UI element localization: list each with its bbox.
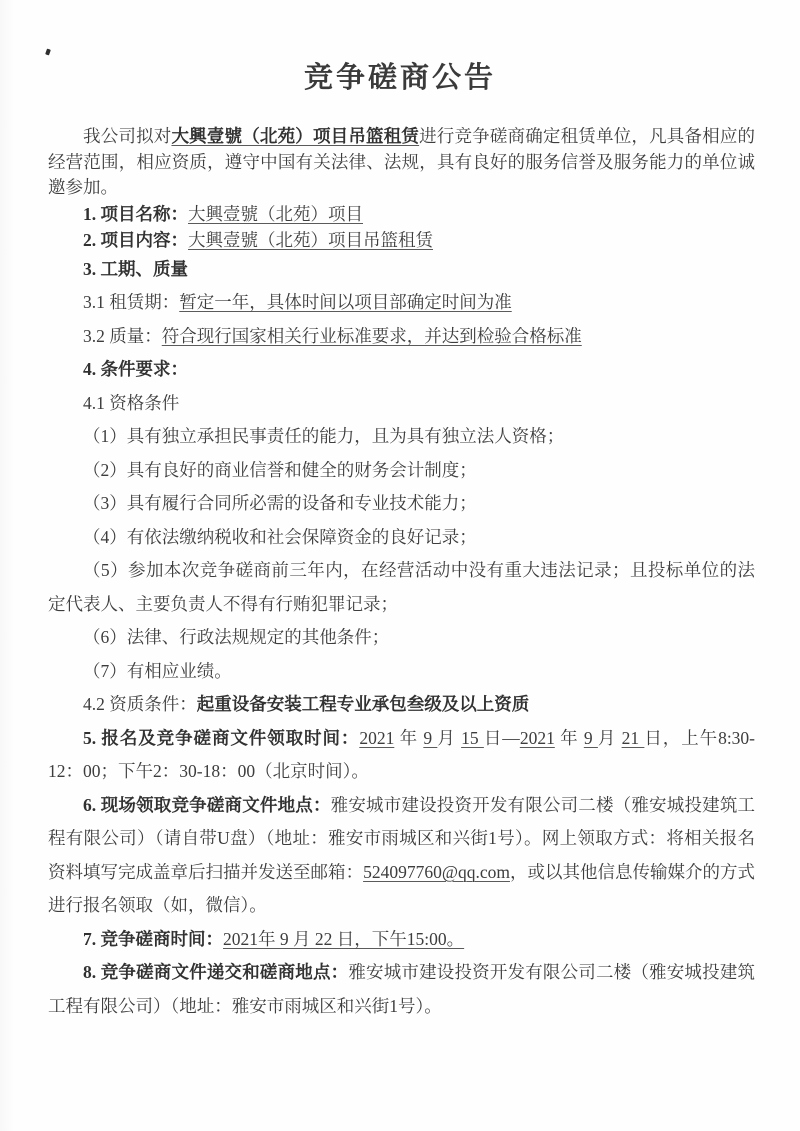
document-title: 竞争磋商公告 (303, 62, 496, 94)
item-6-onsite-pickup-location-segment-1: 雅安城市建设投资开发有限公司二楼（雅安城投建筑工程有限公司）（请自带U盘）（地址：雅安市雨城区和兴街1号）。网上领取方式：将相关报名资料填写完成盖章后扫描并发送至邮箱： (48, 794, 756, 882)
item-6-onsite-pickup-location-segment-0: 6. 现场领取竞争磋商文件地点： (83, 794, 331, 815)
clause-6 (48, 621, 755, 655)
item-4-condition-requirements (48, 353, 755, 387)
item-2-project-content (48, 227, 755, 253)
item-3-duration-quality (48, 253, 755, 287)
item-4-2-credential-conditions-segment-0: 4.2 资质条件： (83, 694, 197, 714)
clause-4-segment-0: （4）有依法缴纳税收和社会保障资金的良好记录； (83, 526, 477, 547)
item-3-1-lease-period-segment-1: 暂定一年，具体时间以项目部确定时间为准 (179, 292, 512, 312)
item-5-registration-time-segment-2: 年 (394, 727, 424, 748)
item-5-registration-time-segment-5: 15 (461, 727, 484, 748)
clause-6-segment-0: （6）法律、行政法规规定的其他条件； (83, 627, 390, 647)
clause-5 (48, 554, 755, 621)
intro-paragraph-segment-1: 大興壹號（北苑）项目吊篮租赁 (171, 126, 420, 146)
item-4-2-credential-conditions (48, 688, 755, 722)
item-1-project-name-segment-0: 1. 项目名称： (83, 203, 188, 224)
clause-2 (48, 454, 755, 488)
item-5-registration-time-segment-8: 年 (554, 727, 584, 748)
item-5-registration-time-segment-11: 21 (621, 727, 645, 748)
item-4-condition-requirements-segment-0: 4. 条件要求： (83, 359, 188, 379)
clause-3-segment-0: （3）具有履行合同所必需的设备和专业技术能力； (83, 493, 477, 513)
item-5-registration-time-segment-10: 月 (597, 727, 622, 748)
item-5-registration-time-segment-12: 日，上午8:30-12：00；下午2：30-18：00（北京时间）。 (48, 727, 756, 781)
item-5-registration-time-segment-4: 月 (437, 727, 462, 748)
item-5-registration-time-segment-3: 9 (423, 727, 438, 748)
item-7-consultation-time-segment-0: 7. 竞争磋商时间： (83, 928, 223, 949)
item-8-submission-location-segment-0: 8. 竞争磋商文件递交和磋商地点： (83, 962, 349, 982)
item-6-onsite-pickup-location-segment-3: ，或以其他信息传输媒介的方式进行报名领取（如，微信）。 (48, 861, 756, 915)
item-5-registration-time (48, 722, 755, 789)
item-3-1-lease-period-segment-0: 3.1 租赁期： (83, 292, 180, 312)
clause-7-segment-0: （7）有相应业绩。 (83, 660, 232, 681)
intro-paragraph (48, 124, 755, 201)
clause-1 (48, 420, 755, 454)
item-7-consultation-time-segment-1: 2021年 9 月 22 日，下午15:00。 (223, 928, 465, 949)
item-3-2-quality-segment-1: 符合现行国家相关行业标准要求，并达到检验合格标准 (161, 325, 582, 346)
clause-7 (48, 655, 755, 689)
intro-paragraph-segment-0: 我公司拟对 (83, 126, 172, 146)
item-2-project-content-segment-0: 2. 项目内容： (83, 229, 188, 250)
item-5-registration-time-segment-0: 5. 报名及竞争磋商文件领取时间： (83, 727, 360, 748)
item-8-submission-location-segment-1: 雅安城市建设投资开发有限公司二楼（雅安城投建筑工程有限公司）（地址：雅安市雨城区和兴街1号）。 (48, 962, 756, 1016)
scan-speck-mark (45, 48, 51, 55)
item-3-duration-quality-segment-0: 3. 工期、质量 (83, 258, 188, 279)
clause-2-segment-0: （2）具有良好的商业信誉和健全的财务会计制度； (83, 459, 477, 480)
item-1-project-name (48, 201, 755, 227)
item-4-2-credential-conditions-segment-1: 起重设备安装工程专业承包叁级及以上资质 (196, 694, 530, 714)
clause-5-segment-0: （5）参加本次竞争磋商前三年内，在经营活动中没有重大违法记录；且投标单位的法定代表人、主要负责人不得有行贿犯罪记录； (48, 560, 755, 614)
item-3-2-quality (48, 320, 755, 354)
item-8-submission-location (48, 956, 755, 1023)
item-3-1-lease-period (48, 286, 755, 320)
intro-paragraph-segment-2: 进行竞争磋商确定租赁单位，凡具备相应的经营范围，相应资质，遵守中国有关法律、法规，具有良好的服务信誉及服务能力的单位诚邀参加。 (48, 126, 756, 197)
document-body (0, 124, 800, 1023)
item-3-2-quality-segment-0: 3.2 质量： (83, 325, 162, 346)
clause-4 (48, 521, 755, 555)
item-6-onsite-pickup-location (48, 789, 755, 923)
item-7-consultation-time (48, 923, 755, 957)
item-5-registration-time-segment-1: 2021 (359, 727, 395, 748)
clause-1-segment-0: （1）具有独立承担民事责任的能力，且为具有独立法人资格； (83, 426, 565, 446)
item-6-onsite-pickup-location-segment-2: 524097760@qq.com (363, 861, 510, 882)
clause-3 (48, 487, 755, 521)
item-1-project-name-segment-1: 大興壹號（北苑）项目 (188, 203, 363, 224)
item-5-registration-time-segment-9: 9 (583, 727, 598, 748)
item-4-1-qualification-conditions-segment-0: 4.1 资格条件 (83, 392, 180, 413)
item-5-registration-time-segment-6: 日— (483, 727, 520, 748)
item-5-registration-time-segment-7: 2021 (519, 727, 555, 748)
item-4-1-qualification-conditions (48, 387, 755, 421)
item-2-project-content-segment-1: 大興壹號（北苑）项目吊篮租赁 (188, 229, 433, 250)
